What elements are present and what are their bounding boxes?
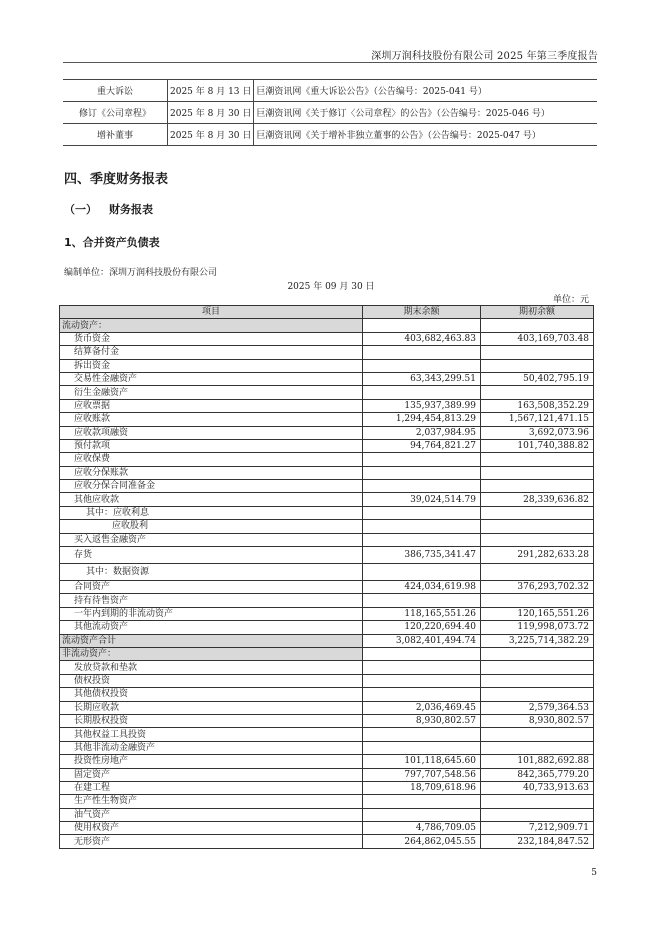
- column-header-end-balance: 期末余额: [363, 306, 481, 319]
- begin-balance-cell: [481, 688, 594, 701]
- table-row: [60, 581, 594, 594]
- table-row: [60, 506, 594, 519]
- table-row: [60, 808, 594, 821]
- begin-balance-cell: 376,293,702.32: [481, 581, 594, 594]
- row-label: 在建工程: [60, 781, 363, 794]
- table-row: [60, 621, 594, 634]
- row-label: 其他应收款: [60, 493, 363, 506]
- notice-row: [63, 80, 597, 102]
- notice-item: 重大诉讼: [63, 80, 168, 102]
- begin-balance-cell: [481, 594, 594, 607]
- table-row: [60, 564, 594, 581]
- row-label: 生产性生物资产: [60, 795, 363, 808]
- row-label: 投资性房地产: [60, 755, 363, 768]
- begin-balance-cell: [481, 728, 594, 741]
- row-label: 存货: [60, 547, 363, 564]
- begin-balance-cell: [481, 741, 594, 754]
- table-row: [60, 426, 594, 439]
- begin-balance-cell: [481, 319, 594, 332]
- table-row: [60, 728, 594, 741]
- begin-balance-cell: [481, 533, 594, 546]
- table-row: [60, 688, 594, 701]
- row-label: 无形资产: [60, 835, 363, 848]
- table-row: [60, 547, 594, 564]
- column-header-begin-balance: 期初余额: [481, 306, 594, 319]
- row-label: 债权投资: [60, 674, 363, 687]
- page-number: 5: [591, 868, 597, 878]
- row-label: 其中：应收利息: [60, 506, 363, 519]
- table-row: [60, 781, 594, 794]
- notice-item: 增补董事: [63, 124, 168, 146]
- notice-date: 2025 年 8 月 30 日: [168, 124, 254, 146]
- row-label: 应收账款: [60, 413, 363, 426]
- end-balance-cell: 424,034,619.98: [363, 581, 481, 594]
- begin-balance-cell: [481, 480, 594, 493]
- end-balance-cell: [363, 808, 481, 821]
- notice-row: [63, 124, 597, 146]
- row-label: 其他权益工具投资: [60, 728, 363, 741]
- table-row: [60, 741, 594, 754]
- end-balance-cell: 39,024,514.79: [363, 493, 481, 506]
- end-balance-cell: 18,709,618.96: [363, 781, 481, 794]
- table-row: [60, 319, 594, 332]
- table-row: [60, 372, 594, 385]
- end-balance-cell: 403,682,463.83: [363, 332, 481, 345]
- begin-balance-cell: 291,282,633.28: [481, 547, 594, 564]
- end-balance-cell: 63,343,299.51: [363, 372, 481, 385]
- begin-balance-cell: 3,692,073.96: [481, 426, 594, 439]
- row-label: 应收股利: [60, 520, 363, 533]
- end-balance-cell: [363, 359, 481, 372]
- table-row: [60, 346, 594, 359]
- begin-balance-cell: 40,733,913.63: [481, 781, 594, 794]
- begin-balance-cell: 120,165,551.26: [481, 607, 594, 620]
- end-balance-cell: 118,165,551.26: [363, 607, 481, 620]
- notice-row: [63, 102, 597, 124]
- table-row: [60, 359, 594, 372]
- end-balance-cell: [363, 319, 481, 332]
- end-balance-cell: [363, 661, 481, 674]
- row-label: 应收票据: [60, 399, 363, 412]
- end-balance-cell: 797,707,548.56: [363, 768, 481, 781]
- begin-balance-cell: 7,212,909.71: [481, 822, 594, 835]
- compiling-unit: 编制单位：深圳万润科技股份有限公司: [64, 268, 218, 278]
- begin-balance-cell: 3,225,714,382.29: [481, 634, 594, 647]
- begin-balance-cell: 403,169,703.48: [481, 332, 594, 345]
- begin-balance-cell: 8,930,802.57: [481, 714, 594, 727]
- row-label: 合同资产: [60, 581, 363, 594]
- end-balance-cell: [363, 564, 481, 581]
- subsection-text: 财务报表: [109, 203, 153, 216]
- notice-content: 巨潮资讯网《关于增补非独立董事的公告》（公告编号：2025-047 号）: [254, 124, 597, 146]
- begin-balance-cell: [481, 647, 594, 660]
- row-label: 应收分保账款: [60, 466, 363, 479]
- table-row: [60, 755, 594, 768]
- row-label: 流动资产：: [60, 319, 363, 332]
- row-label: 其他流动资产: [60, 621, 363, 634]
- row-label: 使用权资产: [60, 822, 363, 835]
- begin-balance-cell: 163,508,352.29: [481, 399, 594, 412]
- begin-balance-cell: [481, 564, 594, 581]
- table-row: [60, 399, 594, 412]
- row-label: 买入返售金融资产: [60, 533, 363, 546]
- end-balance-cell: 2,037,984.95: [363, 426, 481, 439]
- end-balance-cell: 135,937,389.99: [363, 399, 481, 412]
- row-label: 应收款项融资: [60, 426, 363, 439]
- end-balance-cell: [363, 466, 481, 479]
- table-row: [60, 795, 594, 808]
- table-row: [60, 533, 594, 546]
- end-balance-cell: 264,862,045.55: [363, 835, 481, 848]
- table-row: [60, 439, 594, 452]
- end-balance-cell: 94,764,821.27: [363, 439, 481, 452]
- table-row: [60, 647, 594, 660]
- end-balance-cell: [363, 594, 481, 607]
- row-label: 拆出资金: [60, 359, 363, 372]
- begin-balance-cell: 1,567,121,471.15: [481, 413, 594, 426]
- row-label: 发放贷款和垫款: [60, 661, 363, 674]
- row-label: 其他非流动金融资产: [60, 741, 363, 754]
- begin-balance-cell: [481, 808, 594, 821]
- end-balance-cell: [363, 386, 481, 399]
- table-row: [60, 453, 594, 466]
- table-row: [60, 701, 594, 714]
- table-row: [60, 674, 594, 687]
- table-row: [60, 493, 594, 506]
- begin-balance-cell: 101,882,692.88: [481, 755, 594, 768]
- end-balance-cell: 1,294,454,813.29: [363, 413, 481, 426]
- row-label: 衍生金融资产: [60, 386, 363, 399]
- row-label: 预付款项: [60, 439, 363, 452]
- notice-item: 修订《公司章程》: [63, 102, 168, 124]
- table-row: [60, 413, 594, 426]
- table-row: [60, 661, 594, 674]
- begin-balance-cell: [481, 386, 594, 399]
- table-row: [60, 835, 594, 848]
- end-balance-cell: 101,118,645.60: [363, 755, 481, 768]
- end-balance-cell: 2,036,469.45: [363, 701, 481, 714]
- begin-balance-cell: 232,184,847.52: [481, 835, 594, 848]
- begin-balance-cell: [481, 674, 594, 687]
- begin-balance-cell: 842,365,779.20: [481, 768, 594, 781]
- currency-unit: 单位：元: [552, 295, 589, 305]
- end-balance-cell: [363, 346, 481, 359]
- row-label: 持有待售资产: [60, 594, 363, 607]
- table-row: [60, 768, 594, 781]
- row-label: 货币资金: [60, 332, 363, 345]
- begin-balance-cell: [481, 661, 594, 674]
- end-balance-cell: 3,082,401,494.74: [363, 634, 481, 647]
- table-header-row: [60, 306, 594, 319]
- begin-balance-cell: 119,998,073.72: [481, 621, 594, 634]
- end-balance-cell: [363, 533, 481, 546]
- row-label: 长期应收款: [60, 701, 363, 714]
- begin-balance-cell: [481, 506, 594, 519]
- subsection-number: （一）: [64, 203, 97, 216]
- begin-balance-cell: 2,579,364.53: [481, 701, 594, 714]
- row-label: 流动资产合计: [60, 634, 363, 647]
- notice-table: [63, 79, 597, 146]
- table-row: [60, 466, 594, 479]
- balance-sheet-title: 1、合并资产负债表: [64, 236, 160, 249]
- table-row: [60, 607, 594, 620]
- row-label: 其他债权投资: [60, 688, 363, 701]
- report-header-title: 深圳万润科技股份有限公司 2025 年第三季度报告: [371, 51, 598, 62]
- begin-balance-cell: 101,740,388.82: [481, 439, 594, 452]
- end-balance-cell: 120,220,694.40: [363, 621, 481, 634]
- begin-balance-cell: [481, 346, 594, 359]
- row-label: 交易性金融资产: [60, 372, 363, 385]
- report-date: 2025 年 09 月 30 日: [287, 282, 375, 292]
- end-balance-cell: [363, 795, 481, 808]
- begin-balance-cell: [481, 795, 594, 808]
- column-header-item: 项目: [60, 306, 363, 319]
- row-label: 其中：数据资源: [60, 564, 363, 581]
- table-row: [60, 520, 594, 533]
- end-balance-cell: [363, 674, 481, 687]
- end-balance-cell: [363, 520, 481, 533]
- begin-balance-cell: [481, 520, 594, 533]
- begin-balance-cell: [481, 466, 594, 479]
- notice-date: 2025 年 8 月 13 日: [168, 80, 254, 102]
- begin-balance-cell: 28,339,636.82: [481, 493, 594, 506]
- end-balance-cell: [363, 480, 481, 493]
- row-label: 非流动资产：: [60, 647, 363, 660]
- begin-balance-cell: [481, 359, 594, 372]
- begin-balance-cell: 50,402,795.19: [481, 372, 594, 385]
- subsection-title: [64, 201, 153, 217]
- section-title: 四、季度财务报表: [64, 172, 169, 187]
- end-balance-cell: 8,930,802.57: [363, 714, 481, 727]
- table-row: [60, 594, 594, 607]
- row-label: 一年内到期的非流动资产: [60, 607, 363, 620]
- notice-content: 巨潮资讯网《重大诉讼公告》（公告编号：2025-041 号）: [254, 80, 597, 102]
- row-label: 应收分保合同准备金: [60, 480, 363, 493]
- table-row: [60, 714, 594, 727]
- end-balance-cell: [363, 453, 481, 466]
- table-row: [60, 332, 594, 345]
- end-balance-cell: 386,735,341.47: [363, 547, 481, 564]
- end-balance-cell: [363, 647, 481, 660]
- end-balance-cell: 4,786,709.05: [363, 822, 481, 835]
- table-row: [60, 480, 594, 493]
- table-row: [60, 634, 594, 647]
- row-label: 油气资产: [60, 808, 363, 821]
- end-balance-cell: [363, 688, 481, 701]
- notice-date: 2025 年 8 月 30 日: [168, 102, 254, 124]
- balance-sheet-table: [59, 305, 594, 849]
- end-balance-cell: [363, 506, 481, 519]
- row-label: 固定资产: [60, 768, 363, 781]
- begin-balance-cell: [481, 453, 594, 466]
- table-row: [60, 386, 594, 399]
- header-divider: [63, 62, 597, 63]
- end-balance-cell: [363, 741, 481, 754]
- notice-content: 巨潮资讯网《关于修订〈公司章程〉的公告》（公告编号：2025-046 号）: [254, 102, 597, 124]
- row-label: 结算备付金: [60, 346, 363, 359]
- table-row: [60, 822, 594, 835]
- row-label: 应收保费: [60, 453, 363, 466]
- end-balance-cell: [363, 728, 481, 741]
- row-label: 长期股权投资: [60, 714, 363, 727]
